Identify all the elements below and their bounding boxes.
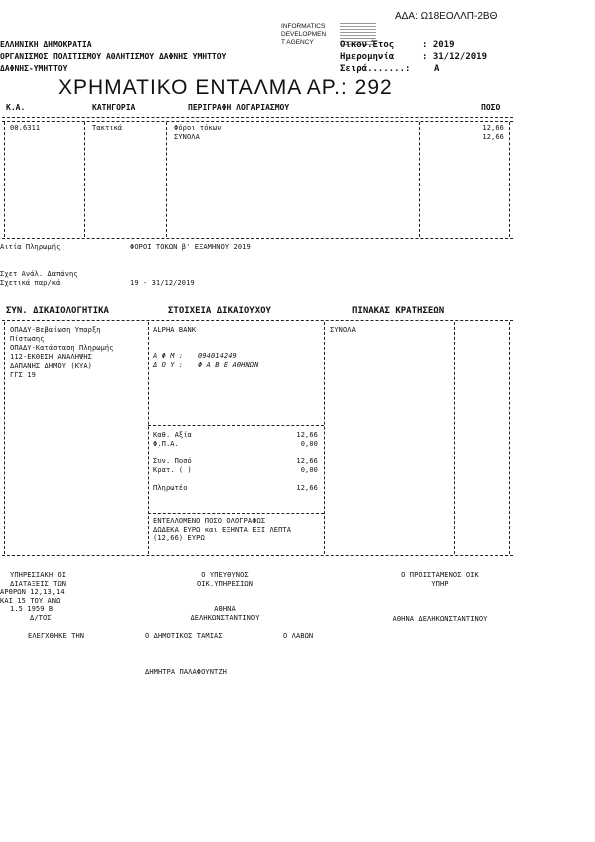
ref2-value: 19 - 31/12/2019 — [130, 279, 195, 287]
sig-left-3: ΑΡΘΡΩΝ 12,13,14 — [0, 588, 65, 596]
beneficiary-afm-label: Α Φ Μ : — [153, 352, 184, 360]
withheld-label: Κρατ. ( ) — [153, 466, 192, 474]
date-label: Ημερομηνία — [340, 52, 395, 62]
org-line-3: ΔΑΦΝΗΣ-ΥΜΗΤΤΟΥ — [0, 64, 68, 73]
col-header-description: ΠΕΡΙΓΡΑΦΗ ΛΟΓΑΡΙΑΣΜΟΥ — [188, 103, 290, 112]
signature-left — [0, 571, 66, 622]
cashier-label: Ο ΔΗΜΟΤΙΚΟΣ ΤΑΜΙΑΣ — [145, 632, 223, 640]
beneficiary-heading: ΣΤΟΙΧΕΙΑ ΔΙΚΑΙΟΥΧΟΥ — [168, 306, 271, 316]
logo-line-3: T AGENCY — [281, 39, 314, 46]
cause-value: ΦΟΡΟΙ ΤΟΚΩΝ β' ΕΞΑΜΗΝΟΥ 2019 — [130, 243, 251, 251]
ref-label: Σχετ Ανάλ. Δαπάνης — [0, 270, 78, 278]
sig-mid-4: ΔΕΛΗΚΩΝΣΤΑΝΤΙΝΟΥ — [190, 614, 260, 622]
sig-left-4: ΚΑΙ 15 ΤΟΥ ΑΝΩ — [0, 596, 61, 605]
checked-label: ΕΛΕΓΧΘΗΚΕ ΤΗΝ — [28, 632, 85, 640]
sig-mid-2: ΟΙΚ.ΥΠΗΡΕΣΙΩΝ — [196, 579, 254, 588]
row-ka: 00.6311 — [10, 124, 41, 132]
informatics-logo — [281, 23, 326, 47]
net-label: Καθ. Αξία — [153, 431, 192, 439]
table-rule-bottom — [2, 238, 513, 239]
sig-right-1: Ο ΠΡΟΙΣΤΑΜΕΝΟΣ ΟΙΚ — [401, 571, 479, 579]
table-rule-top — [2, 117, 513, 118]
bottom-signatory-name: ΔΗΜΗΤΡΑ ΠΑΛΑΦΟΥΝΤΖΗ — [145, 668, 227, 676]
date-value: : 31/12/2019 — [422, 52, 488, 62]
list-item: 112-ΕΚΘΕΣΗ ΑΝΑΛΗΨΗΣ — [10, 353, 92, 361]
col-header-ka: Κ.Α. — [6, 103, 26, 112]
signature-middle-name — [150, 605, 300, 623]
beneficiary-afm-value: 094014249 — [198, 352, 237, 360]
withheld-value: 0,00 — [300, 466, 318, 474]
cause-label: Αιτία Πληρωμής — [0, 243, 61, 251]
list-item: ΓΓΣ 19 — [10, 371, 36, 379]
withholdings-heading: ΠΙΝΑΚΑΣ ΚΡΑΤΗΣΕΩΝ — [352, 306, 445, 316]
beneficiary-doy-value: Φ Α Β Ε ΑΘΗΝΩΝ — [198, 361, 259, 369]
supporting-docs-list — [10, 326, 114, 380]
signature-right-name: ΑΘΗΝΑ ΔΕΛΗΚΩΝΣΤΑΝΤΙΝΟΥ — [392, 615, 488, 623]
series-value: Α — [434, 64, 440, 74]
row-description: Φόροι τόκων — [174, 124, 222, 132]
list-item: ΟΠΑΔΥ-Βεβαίωση Υπαρξη — [10, 326, 101, 334]
sig-left-6: Δ/ΤΟΣ — [30, 613, 52, 622]
sig-left-5: 1.5 1959 Β — [10, 605, 54, 613]
fiscal-year-label: Οικον.Έτος — [340, 40, 395, 50]
sig-left-1: ΥΠΗΡΕΣΙΑΚΗ ΟΙ — [10, 571, 67, 579]
vat-value: 0,00 — [300, 440, 318, 448]
org-line-2: ΟΡΓΑΝΙΣΜΟΣ ΠΟΛΙΤΙΣΜΟΥ ΑΘΛΗΤΙΣΜΟΥ ΔΑΦΝΗΣ ΥΜΗΤΤΟΥ — [0, 52, 227, 61]
beneficiary-name: ALPHA BANK — [153, 326, 197, 334]
sig-left-2: ΔΙΑΤΑΞΕΙΣ ΤΩΝ — [10, 579, 67, 588]
net-value: 12,66 — [296, 431, 318, 439]
sig-right-2: ΥΠΗΡ — [431, 579, 449, 588]
words-line-1: ΕΝΤΕΛΛΟΜΕΝΟ ΠΟΣΟ ΟΛΟΓΡΑΦΩΣ — [153, 517, 266, 525]
sig-mid-3: ΑΘΗΝΑ — [214, 605, 236, 613]
table-rule-header — [2, 121, 513, 122]
words-line-2: ΔΩΔΕΚΑ ΕΥΡΩ και ΕΞΗΝΤΑ ΕΞΙ ΛΕΠΤΑ — [153, 525, 292, 534]
words-line-3: (12,66) ΕΥΡΩ — [153, 534, 205, 542]
amounts-rule-bottom — [148, 513, 324, 514]
col-header-amount: ΠΟΣΟ — [481, 103, 501, 112]
series-label: Σειρά.......: — [340, 64, 411, 74]
beneficiary-doy-label: Δ Ο Υ : — [153, 361, 184, 369]
sig-mid-1: Ο ΥΠΕΥΘΥΝΟΣ — [201, 571, 249, 579]
withholdings-total-label: ΣΥΝΟΛΑ — [330, 326, 356, 334]
totals-amount: 12,66 — [482, 133, 504, 141]
total-label: Συν. Ποσό — [153, 457, 192, 465]
vat-label: Φ.Π.Α. — [153, 440, 179, 448]
col-header-category: ΚΑΤΗΓΟΡΙΑ — [92, 103, 136, 112]
list-item: Πίστωσης — [10, 335, 45, 343]
logo-line-2: DEVELOPMEN — [281, 31, 327, 38]
list-item: ΟΠΑΔΥ-Κατάσταση Πληρωμής — [10, 344, 114, 352]
amounts-block — [0, 431, 595, 496]
signature-right — [370, 571, 510, 588]
ada-code: ΑΔΑ: Ω18ΕΟΛΛΠ-2ΒΘ — [395, 11, 498, 22]
totals-label: ΣΥΝΟΛΑ — [174, 133, 200, 141]
payable-value: 12,66 — [296, 484, 318, 492]
totals-row — [0, 133, 595, 143]
document-title: ΧΡΗΜΑΤΙΚΟ ΕΝΤΑΛΜΑ ΑΡ.: 292 — [58, 76, 393, 99]
lower-rule-top — [2, 320, 513, 321]
receiver-label: Ο ΛΑΒΩΝ — [283, 632, 314, 640]
org-line-1: ΕΛΛΗΝΙΚΗ ΔΗΜΟΚΡΑΤΙΑ — [0, 40, 92, 49]
amounts-rule-top — [148, 425, 324, 426]
ref2-label: Σχετικά παρ/κά — [0, 279, 61, 287]
row-category: Τακτικά — [92, 124, 123, 132]
amount-in-words — [153, 517, 291, 543]
supporting-docs-heading: ΣΥΝ. ΔΙΚΑΙΟΛΟΓΗΤΙΚΑ — [6, 306, 109, 316]
row-amount: 12,66 — [482, 124, 504, 132]
total-value: 12,66 — [296, 457, 318, 465]
fiscal-year-value: : 2019 — [422, 40, 455, 50]
logo-line-1: INFORMATICS — [281, 23, 326, 30]
payable-label: Πληρωτέο — [153, 484, 188, 492]
list-item: ΔΑΠΑΝΗΣ ΔΗΜΟΥ (ΚΥΑ) — [10, 362, 92, 370]
lower-rule-bottom — [2, 555, 513, 556]
signature-middle — [150, 571, 300, 588]
